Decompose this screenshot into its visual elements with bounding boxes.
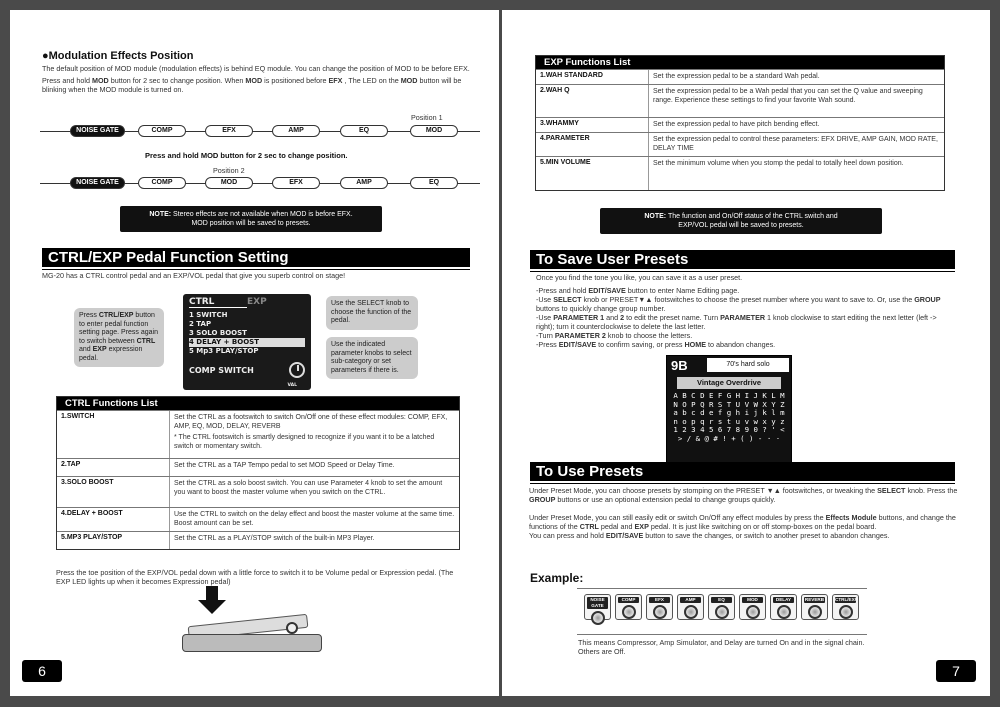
lcd-item-2: 2 TAP [189,320,212,328]
down-arrow-icon [206,586,218,600]
example-button-row [584,594,874,624]
save-intro: Once you find the tone you like, you can save it as a user preset. [536,273,743,282]
mod-title: ●Modulation Effects Position [42,50,194,62]
example-eq-button: EQ [708,594,735,620]
lcd-tab-exp: EXP [247,297,267,307]
mod-section [42,50,482,94]
example-mod-button: MOD [739,594,766,620]
chain1-mod: MOD [410,125,458,137]
table-row: 2.WAH Q Set the expression pedal to be a Wah pedal that you can set the Q value and sweeping range. Experience these settings to find your favorite Wah sound. [536,84,944,117]
table-row: 3.SOLO BOOST Set the CTRL as a solo boost switch. You can use Parameter 4 knob to set the amount you want to boost the master volume when you switch on the CTRL. [57,476,459,507]
save-step-5: -Press EDIT/SAVE to confirm saving, or press HOME to abandon changes. [536,340,776,349]
mod-paragraph-2: Press and hold MOD button for 2 sec to change position. When MOD is positioned before EFX , The LED on the MOD button will be blinking when the MOD module is turned on. [42,76,462,94]
table-row: 4.DELAY + BOOST Use the CTRL to switch on the delay effect and boost the master volume at the same time. Boost amount can be set. [57,507,459,531]
use-presets-body [529,486,959,540]
toe-press-text: Press the toe position of the EXP/VOL pedal down with a little force to switch it to be Volume pedal or Expression pedal. (The EXP LED lights up when it becomes Expression pedal) [56,568,454,586]
chain1-efx: EFX [205,125,253,137]
ctrl-functions-table [56,396,460,550]
name-edit-screen [666,355,792,465]
use-paragraph-3: You can press and hold EDIT/SAVE button to save the changes, or switch to another preset to abandon changes. [529,531,890,540]
lcd-item-5: 5 Mp3 PLAY/STOP [189,347,259,355]
chain2-comp: COMP [138,177,186,189]
save-steps [536,286,956,349]
chain1-comp: COMP [138,125,186,137]
example-comp-button: COMP [615,594,642,620]
chain1-amp: AMP [272,125,320,137]
example-ctrl-exp-button: CTRL/EXP [832,594,859,620]
ctrl-table-title: CTRL Functions List [57,397,459,410]
example-label: Example: [530,571,584,585]
screen-char-row: A B C D E F G H I J K L M [673,391,785,400]
chain2-amp: AMP [340,177,388,189]
signal-chain-1 [40,125,480,137]
pedal-pivot-icon [286,622,298,634]
save-step-3: -Use PARAMETER 1 and 2 to edit the preset name. Turn PARAMETER 1 knob clockwise to start editing the next letter (left -> right); turn it counterclockwise to delete the last letter. [536,313,937,331]
example-noise-gate-button: NOISE GATE [584,594,611,620]
lcd-item-4: 4 DELAY + BOOST [189,338,305,347]
callout-ctrl-exp-button: Press CTRL/EXP button to enter pedal function setting page. Press again to switch between CTRL and EXP expression pedal. [74,308,164,367]
screen-preset-name: 70's hard solo [707,358,789,372]
chain1-noise-gate: NOISE GATE [70,125,125,137]
use-presets-title: To Use Presets [530,462,955,481]
exp-functions-table [535,55,945,191]
table-row: 4.PARAMETER Set the expression pedal to control these parameters: EFX DRIVE, AMP GAIN, MOD RATE, DELAY TIME [536,132,944,156]
ctrl-exp-title: CTRL/EXP Pedal Function Setting [42,248,470,267]
save-step-4: -Turn PARAMETER 2 knob to choose the letters. [536,331,693,340]
ctrl-lcd-display [183,294,311,390]
lcd-knob-label: VAL [287,383,297,388]
callout-parameter-knobs: Use the indicated parameter knobs to select sub-category or set parameters if there is. [326,337,418,379]
table-row: 1.SWITCH Set the CTRL as a footswitch to switch On/Off one of these effect modules: COMP, EFX, AMP, EQ, MOD, DELAY, REVERB * The CTRL footswitch is smartly designed to recognize if you want it to be a latched switch or momentary switch. [57,410,459,458]
example-rule-bottom [577,634,867,635]
lcd-footer: COMP SWITCH [189,365,254,375]
use-paragraph-2: Under Preset Mode, you can still easily edit or switch On/Off any effect modules by press the Effects Module buttons, and change the functions of the CTRL pedal and EXP pedal. It is just like switching on or off stomp-boxes on the pedal board. [529,513,956,531]
table-row: 5.MP3 PLAY/STOP Set the CTRL as a PLAY/STOP switch of the built-in MP3 Player. [57,531,459,549]
example-caption: This means Compressor, Amp Simulator, and Delay are turned On and in the signal chain. Others are Off. [578,638,865,656]
press-hold-caption: Press and hold MOD button for 2 sec to change position. [145,151,348,160]
screen-char-row: n o p q r s t u v w x y z [673,416,785,426]
chain2-mod: MOD [205,177,253,189]
example-amp-button: AMP [677,594,704,620]
mod-paragraph-1: The default position of MOD module (modulation effects) is behind EQ module. You can change the position of MOD to be before EFX. [42,64,470,73]
table-row: 1.WAH STANDARD Set the expression pedal to be a standard Wah pedal. [536,69,944,84]
screen-char-row: N O P Q R S T U V W X Y Z [673,399,785,409]
use-paragraph-1: Under Preset Mode, you can choose presets by stomping on the PRESET ▼▲ footswitches, or tweaking the SELECT knob. Press the GROUP buttons or use an optional extension pedal to change groups quickly. [529,486,958,504]
screen-edit-name: Vintage Overdrive [677,377,781,389]
table-row: 5.MIN VOLUME Set the minimum volume when you stomp the pedal to totally heel down position. [536,156,944,190]
chain2-efx: EFX [272,177,320,189]
mod-note: NOTE: Stereo effects are not available when MOD is before EFX. MOD position will be saved to presets. [120,206,382,232]
expression-pedal-illustration [182,586,332,656]
ctrl-exp-intro: MG-20 has a CTRL control pedal and an EXP/VOL pedal that give you superb control on stage! [42,271,346,280]
screen-char-row: > / & @ # ! + ( ) - · · [677,433,781,443]
save-step-1: -Press and hold EDIT/SAVE button to enter Name Editing page. [536,286,740,295]
lcd-item-3: 3 SOLO BOOST [189,329,247,337]
left-page [10,10,499,696]
page-number-right: 7 [936,660,976,682]
table-row: 2.TAP Set the CTRL as a TAP Tempo pedal to set MOD Speed or Delay Time. [57,458,459,476]
signal-chain-2 [40,177,480,189]
exp-table-title: EXP Functions List [536,56,944,69]
right-page [502,10,990,696]
position-1-label: Position 1 [411,113,443,122]
position-2-label: Position 2 [213,166,245,175]
example-delay-button: DELAY [770,594,797,620]
exp-note: NOTE: The function and On/Off status of the CTRL switch and EXP/VOL pedal will be saved to presets. [600,208,882,234]
screen-char-row: a b c d e f g h i j k l m [673,408,785,418]
page-number-left: 6 [22,660,62,682]
chain2-eq: EQ [410,177,458,189]
screen-char-row: 1 2 3 4 5 6 7 8 9 0 ? ' < [673,425,785,435]
screen-preset-number: 9B [671,357,688,373]
example-efx-button: EFX [646,594,673,620]
callout-select-knob: Use the SELECT knob to choose the function of the pedal. [326,296,418,330]
value-knob-icon [289,362,305,378]
table-row: 3.WHAMMY Set the expression pedal to have pitch bending effect. [536,117,944,132]
example-rule [577,588,867,589]
save-presets-title: To Save User Presets [530,250,955,269]
lcd-item-1: 1 SWITCH [189,311,228,319]
example-reverb-button: REVERB [801,594,828,620]
save-step-2: -Use SELECT knob or PRESET▼▲ footswitches to choose the preset number where you want to save to. Or, use the GROUP buttons to quickly change group number. [536,295,941,313]
chain2-noise-gate: NOISE GATE [70,177,125,189]
lcd-tab-ctrl: CTRL [189,297,247,308]
chain1-eq: EQ [340,125,388,137]
